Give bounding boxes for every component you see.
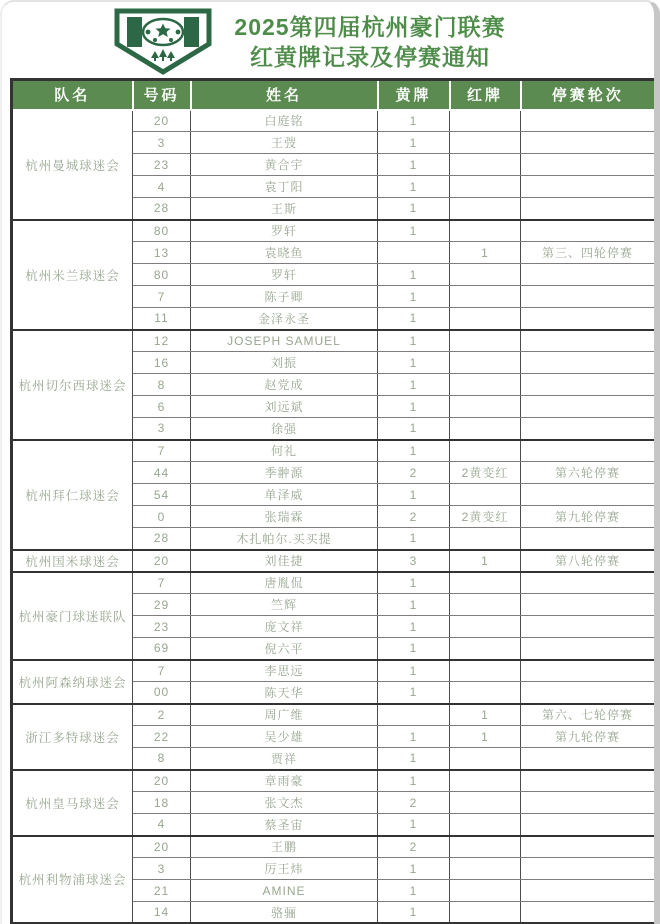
player-number-cell: 7 (133, 572, 191, 594)
player-name-cell: 刘远斌 (191, 396, 378, 418)
suspension-cell (521, 638, 656, 660)
red-cards-cell (450, 660, 521, 682)
suspension-cell (521, 858, 656, 880)
player-number-cell: 20 (133, 550, 191, 572)
player-number-cell: 23 (133, 154, 191, 176)
team-name-cell: 杭州皇马球迷会 (12, 770, 133, 836)
red-cards-cell (450, 352, 521, 374)
player-name-cell: 袁晓鱼 (191, 242, 378, 264)
suspension-cell (521, 198, 656, 220)
player-name-cell: AMINE (191, 880, 378, 902)
yellow-cards-cell: 1 (378, 660, 450, 682)
red-cards-cell: 2黄变红 (450, 462, 521, 484)
table-header-row (12, 80, 656, 110)
red-cards-cell (450, 902, 521, 924)
player-name-cell: 罗轩 (191, 264, 378, 286)
col-header-team: 队名 (12, 80, 133, 110)
player-name-cell: 刘佳捷 (191, 550, 378, 572)
suspension-cell (521, 330, 656, 352)
player-name-cell: 李思远 (191, 660, 378, 682)
red-cards-cell (450, 330, 521, 352)
yellow-cards-cell: 1 (378, 858, 450, 880)
red-cards-cell (450, 110, 521, 132)
player-name-cell: 周广维 (191, 704, 378, 726)
yellow-cards-cell (378, 242, 450, 264)
player-number-cell: 7 (133, 440, 191, 462)
table-row (12, 660, 656, 682)
suspension-cell (521, 572, 656, 594)
player-number-cell: 18 (133, 792, 191, 814)
suspension-cell (521, 814, 656, 836)
red-cards-cell (450, 308, 521, 330)
yellow-cards-cell: 1 (378, 176, 450, 198)
player-number-cell: 4 (133, 814, 191, 836)
suspension-cell (521, 396, 656, 418)
yellow-cards-cell: 2 (378, 836, 450, 858)
player-number-cell: 80 (133, 220, 191, 242)
player-name-cell: JOSEPH SAMUEL (191, 330, 378, 352)
suspension-cell (521, 616, 656, 638)
player-name-cell: 王弢 (191, 132, 378, 154)
player-name-cell: 贾祥 (191, 748, 378, 770)
player-number-cell: 28 (133, 528, 191, 550)
suspension-cell: 第三、四轮停赛 (521, 242, 656, 264)
card-record-table (10, 78, 657, 924)
red-cards-cell (450, 814, 521, 836)
suspension-cell (521, 176, 656, 198)
team-name-cell: 杭州阿森纳球迷会 (12, 660, 133, 704)
red-cards-cell: 1 (450, 726, 521, 748)
player-number-cell: 20 (133, 770, 191, 792)
player-name-cell: 唐胤侃 (191, 572, 378, 594)
red-cards-cell: 1 (450, 550, 521, 572)
suspension-cell (521, 770, 656, 792)
league-crest-icon (110, 7, 216, 77)
player-name-cell: 罗轩 (191, 220, 378, 242)
red-cards-cell (450, 594, 521, 616)
suspension-cell (521, 264, 656, 286)
table-row (12, 110, 656, 132)
suspension-cell (521, 374, 656, 396)
player-name-cell: 黄合宇 (191, 154, 378, 176)
yellow-cards-cell: 1 (378, 374, 450, 396)
page-title-line2: 红黄牌记录及停赛通知 (249, 44, 490, 70)
player-name-cell: 倪六平 (191, 638, 378, 660)
red-cards-cell (450, 154, 521, 176)
header (2, 2, 654, 78)
yellow-cards-cell: 1 (378, 880, 450, 902)
red-cards-cell (450, 198, 521, 220)
player-number-cell: 28 (133, 198, 191, 220)
player-number-cell: 4 (133, 176, 191, 198)
yellow-cards-cell: 1 (378, 638, 450, 660)
yellow-cards-cell: 1 (378, 418, 450, 440)
player-name-cell: 王斯 (191, 198, 378, 220)
col-header-yellow: 黄牌 (378, 80, 450, 110)
red-cards-cell (450, 396, 521, 418)
red-cards-cell (450, 748, 521, 770)
yellow-cards-cell: 1 (378, 814, 450, 836)
red-cards-cell (450, 572, 521, 594)
red-cards-cell: 2黄变红 (450, 506, 521, 528)
team-name-cell: 杭州利物浦球迷会 (12, 836, 133, 924)
suspension-cell (521, 286, 656, 308)
player-number-cell: 0 (133, 506, 191, 528)
table-row (12, 550, 656, 572)
player-number-cell: 13 (133, 242, 191, 264)
yellow-cards-cell: 1 (378, 616, 450, 638)
suspension-cell (521, 220, 656, 242)
red-cards-cell: 1 (450, 704, 521, 726)
player-name-cell: 王鹏 (191, 836, 378, 858)
player-number-cell: 29 (133, 594, 191, 616)
yellow-cards-cell: 1 (378, 748, 450, 770)
col-header-name: 姓名 (191, 80, 378, 110)
player-name-cell: 袁丁阳 (191, 176, 378, 198)
player-number-cell: 3 (133, 858, 191, 880)
player-number-cell: 22 (133, 726, 191, 748)
player-name-cell: 木扎帕尔.买买提 (191, 528, 378, 550)
suspension-cell (521, 660, 656, 682)
team-name-cell: 杭州曼城球迷会 (12, 110, 133, 220)
red-cards-cell (450, 264, 521, 286)
player-number-cell: 8 (133, 374, 191, 396)
player-number-cell: 8 (133, 748, 191, 770)
yellow-cards-cell: 1 (378, 132, 450, 154)
player-name-cell: 季翀源 (191, 462, 378, 484)
col-header-number: 号码 (133, 80, 191, 110)
yellow-cards-cell: 1 (378, 902, 450, 924)
suspension-cell (521, 154, 656, 176)
red-cards-cell (450, 176, 521, 198)
yellow-cards-cell: 1 (378, 154, 450, 176)
player-name-cell: 白庭铭 (191, 110, 378, 132)
red-cards-cell: 1 (450, 242, 521, 264)
red-cards-cell (450, 880, 521, 902)
player-name-cell: 竺辉 (191, 594, 378, 616)
player-number-cell: 2 (133, 704, 191, 726)
col-header-suspension: 停赛轮次 (521, 80, 656, 110)
suspension-cell (521, 484, 656, 506)
yellow-cards-cell: 1 (378, 726, 450, 748)
red-cards-cell (450, 858, 521, 880)
player-number-cell: 12 (133, 330, 191, 352)
table-row (12, 704, 656, 726)
red-cards-cell (450, 286, 521, 308)
yellow-cards-cell: 3 (378, 550, 450, 572)
player-name-cell: 陈子卿 (191, 286, 378, 308)
red-cards-cell (450, 440, 521, 462)
player-number-cell: 69 (133, 638, 191, 660)
player-number-cell: 23 (133, 616, 191, 638)
red-cards-cell (450, 132, 521, 154)
suspension-cell (521, 440, 656, 462)
yellow-cards-cell: 2 (378, 792, 450, 814)
suspension-cell (521, 594, 656, 616)
suspension-cell (521, 418, 656, 440)
suspension-cell: 第六、七轮停赛 (521, 704, 656, 726)
red-cards-cell (450, 792, 521, 814)
team-name-cell: 杭州拜仁球迷会 (12, 440, 133, 550)
yellow-cards-cell: 1 (378, 308, 450, 330)
suspension-cell: 第九轮停赛 (521, 726, 656, 748)
player-number-cell: 20 (133, 110, 191, 132)
player-number-cell: 00 (133, 682, 191, 704)
yellow-cards-cell: 1 (378, 440, 450, 462)
suspension-cell (521, 528, 656, 550)
red-cards-cell (450, 638, 521, 660)
suspension-cell (521, 748, 656, 770)
table-row (12, 220, 656, 242)
yellow-cards-cell: 1 (378, 110, 450, 132)
player-number-cell: 3 (133, 132, 191, 154)
team-name-cell: 杭州豪门球迷联队 (12, 572, 133, 660)
player-name-cell: 赵党成 (191, 374, 378, 396)
suspension-cell: 第九轮停赛 (521, 506, 656, 528)
yellow-cards-cell: 1 (378, 770, 450, 792)
yellow-cards-cell: 1 (378, 682, 450, 704)
player-number-cell: 54 (133, 484, 191, 506)
player-number-cell: 11 (133, 308, 191, 330)
table-row (12, 330, 656, 352)
player-name-cell: 吴少雄 (191, 726, 378, 748)
table-row (12, 836, 656, 858)
player-name-cell: 刘振 (191, 352, 378, 374)
red-cards-cell (450, 484, 521, 506)
suspension-cell (521, 352, 656, 374)
team-name-cell: 杭州切尔西球迷会 (12, 330, 133, 440)
player-number-cell: 3 (133, 418, 191, 440)
yellow-cards-cell: 1 (378, 594, 450, 616)
page-title-block (234, 12, 505, 72)
suspension-cell (521, 110, 656, 132)
player-name-cell: 厉王炜 (191, 858, 378, 880)
player-number-cell: 21 (133, 880, 191, 902)
red-cards-cell (450, 682, 521, 704)
player-name-cell: 单泽威 (191, 484, 378, 506)
suspension-cell (521, 308, 656, 330)
yellow-cards-cell: 1 (378, 286, 450, 308)
red-cards-cell (450, 418, 521, 440)
yellow-cards-cell: 2 (378, 462, 450, 484)
yellow-cards-cell: 1 (378, 352, 450, 374)
yellow-cards-cell: 2 (378, 506, 450, 528)
suspension-cell (521, 836, 656, 858)
suspension-cell (521, 132, 656, 154)
player-number-cell: 14 (133, 902, 191, 924)
player-name-cell: 张文杰 (191, 792, 378, 814)
red-cards-cell (450, 770, 521, 792)
suspension-cell: 第六轮停赛 (521, 462, 656, 484)
player-number-cell: 16 (133, 352, 191, 374)
player-name-cell: 张瑞霖 (191, 506, 378, 528)
team-name-cell: 杭州米兰球迷会 (12, 220, 133, 330)
red-cards-cell (450, 374, 521, 396)
red-cards-cell (450, 220, 521, 242)
team-name-cell: 杭州国米球迷会 (12, 550, 133, 572)
page-title-line1: 2025第四届杭州豪门联赛 (234, 14, 506, 40)
red-cards-cell (450, 616, 521, 638)
player-number-cell: 20 (133, 836, 191, 858)
player-number-cell: 80 (133, 264, 191, 286)
table-row (12, 572, 656, 594)
player-name-cell: 骆骊 (191, 902, 378, 924)
player-name-cell: 陈天华 (191, 682, 378, 704)
player-name-cell: 何礼 (191, 440, 378, 462)
red-cards-cell (450, 836, 521, 858)
player-name-cell: 蔡圣宙 (191, 814, 378, 836)
suspension-cell (521, 880, 656, 902)
table-row (12, 770, 656, 792)
suspension-cell (521, 792, 656, 814)
player-number-cell: 7 (133, 286, 191, 308)
yellow-cards-cell (378, 704, 450, 726)
yellow-cards-cell: 1 (378, 572, 450, 594)
yellow-cards-cell: 1 (378, 220, 450, 242)
player-name-cell: 徐强 (191, 418, 378, 440)
player-number-cell: 7 (133, 660, 191, 682)
col-header-red: 红牌 (450, 80, 521, 110)
player-name-cell: 章雨豪 (191, 770, 378, 792)
yellow-cards-cell: 1 (378, 528, 450, 550)
yellow-cards-cell: 1 (378, 484, 450, 506)
player-name-cell: 庞文祥 (191, 616, 378, 638)
yellow-cards-cell: 1 (378, 264, 450, 286)
table-row (12, 440, 656, 462)
suspension-cell (521, 682, 656, 704)
suspension-cell: 第八轮停赛 (521, 550, 656, 572)
yellow-cards-cell: 1 (378, 198, 450, 220)
player-number-cell: 44 (133, 462, 191, 484)
player-number-cell: 6 (133, 396, 191, 418)
player-name-cell: 金泽永圣 (191, 308, 378, 330)
yellow-cards-cell: 1 (378, 396, 450, 418)
red-cards-cell (450, 528, 521, 550)
team-name-cell: 浙江多特球迷会 (12, 704, 133, 770)
suspension-cell (521, 902, 656, 924)
yellow-cards-cell: 1 (378, 330, 450, 352)
